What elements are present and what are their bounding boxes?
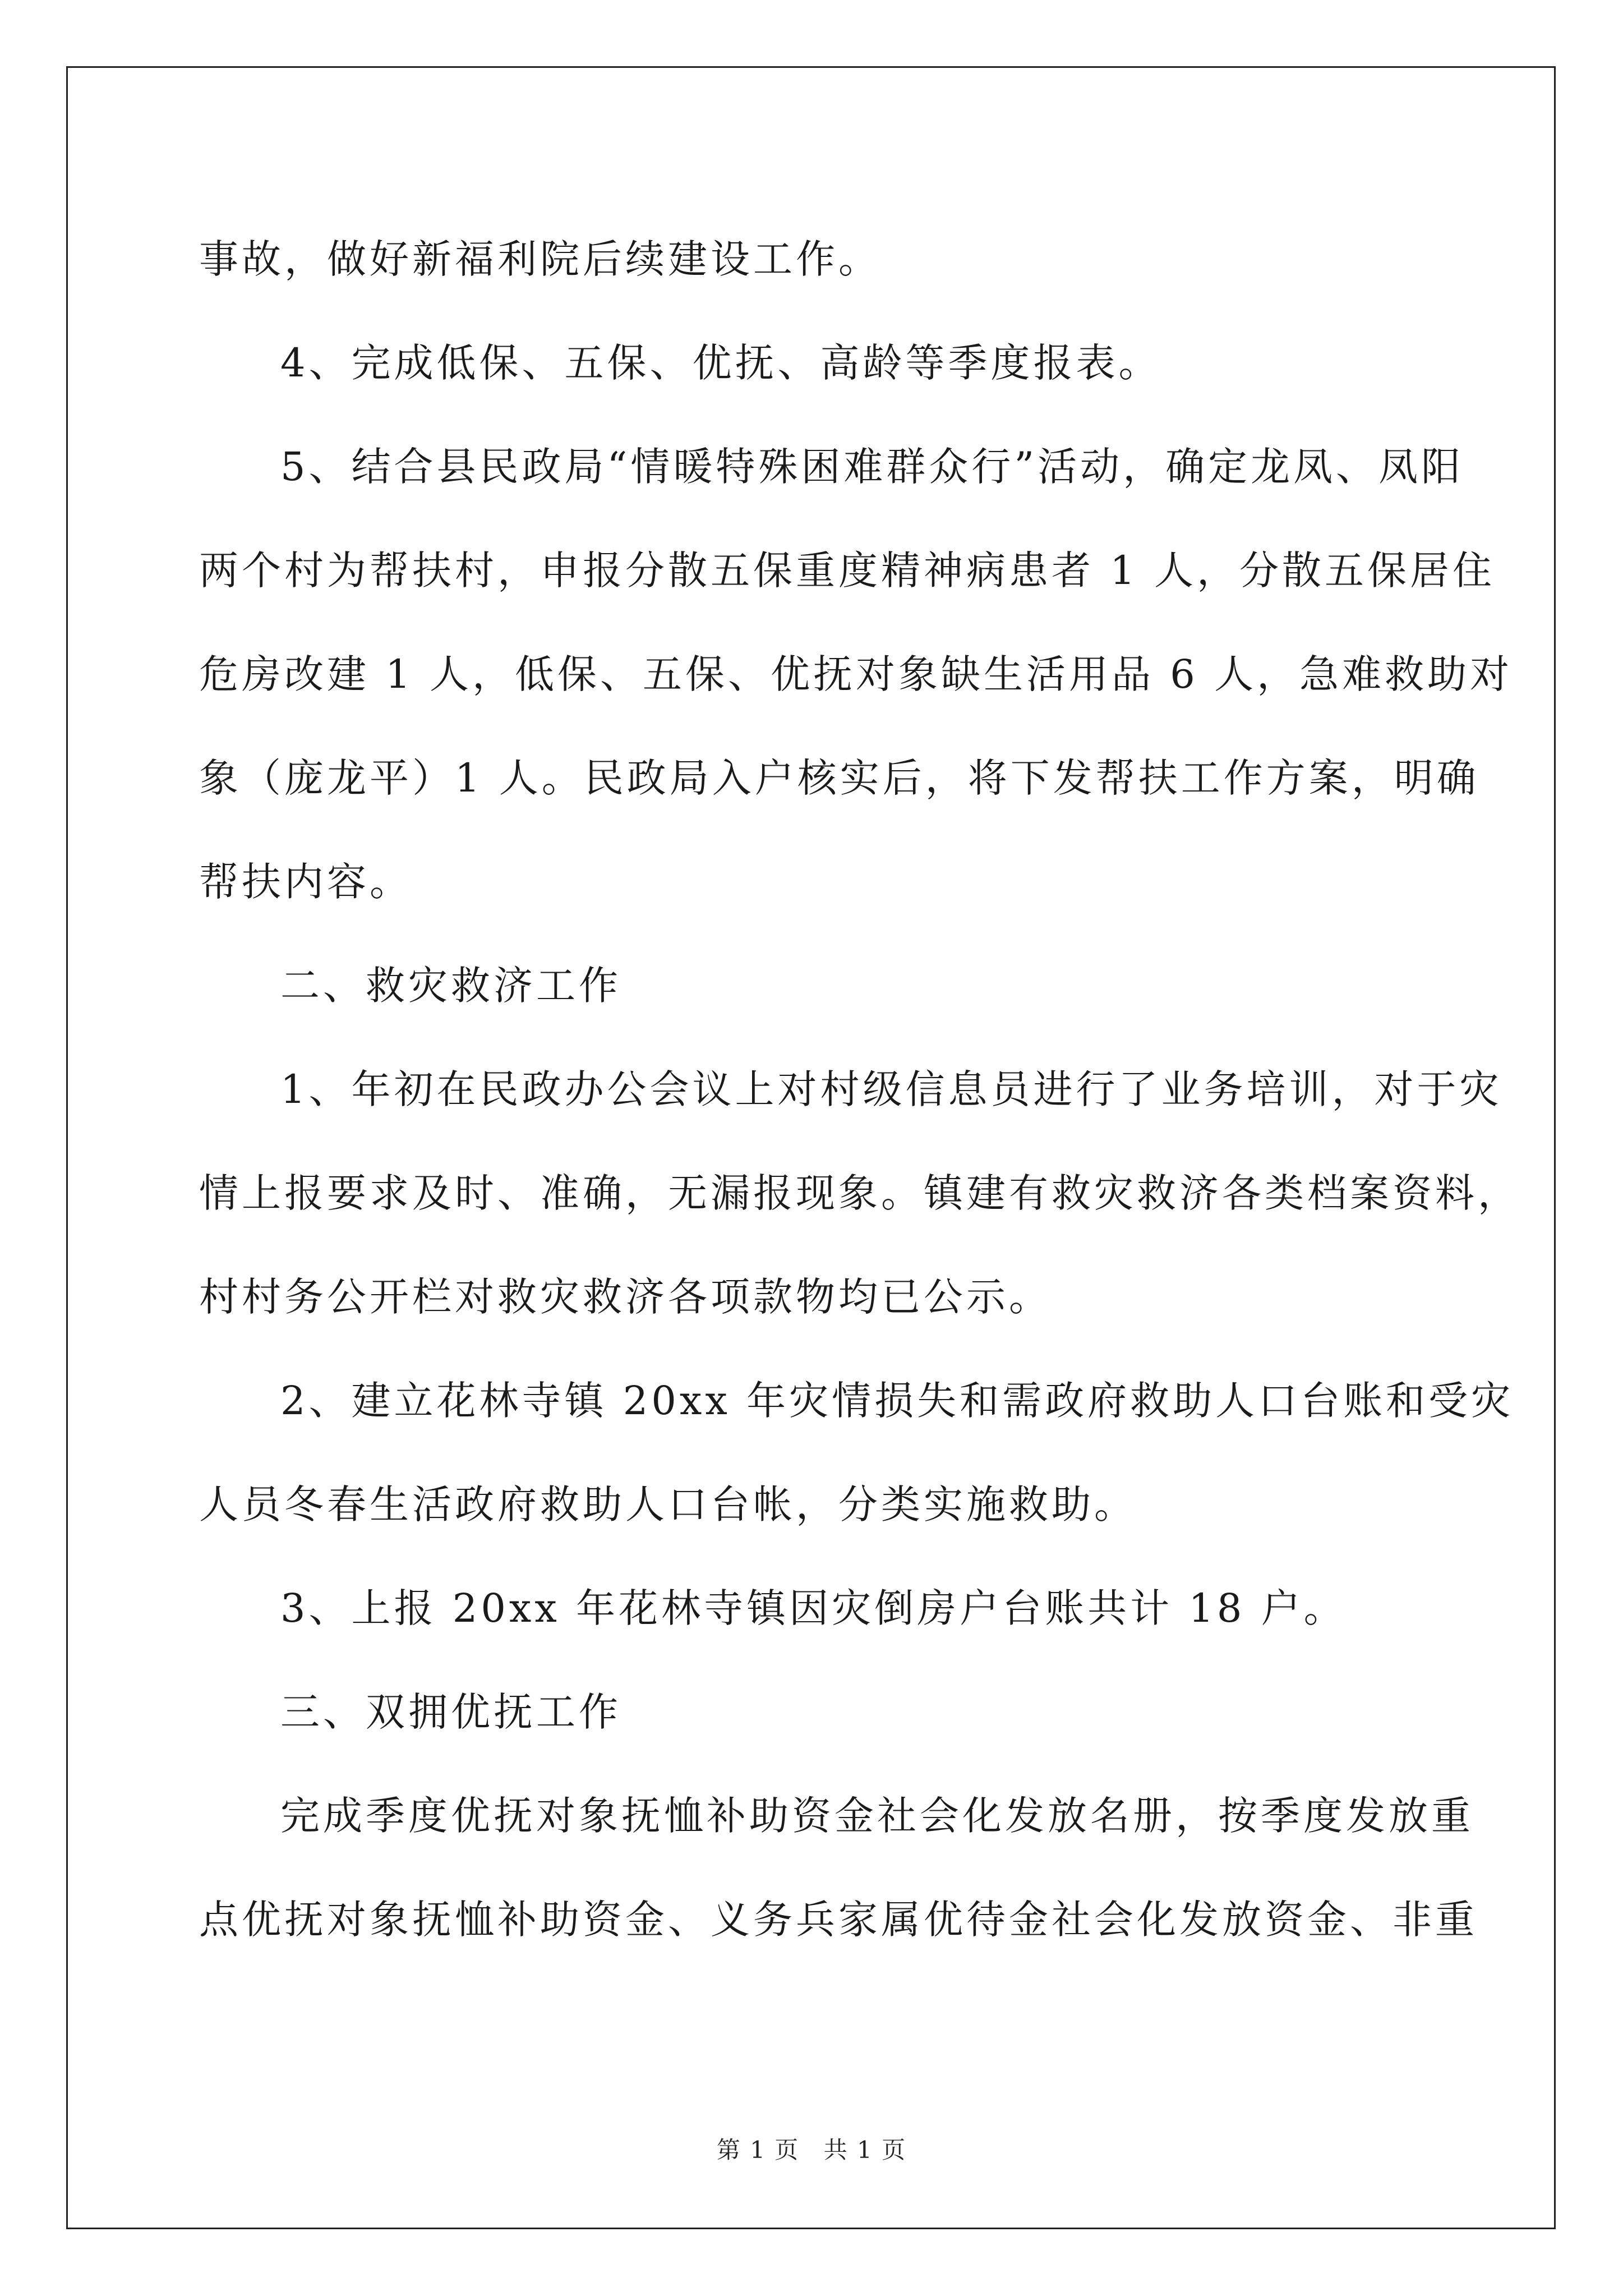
document-text bbox=[199, 208, 1520, 1972]
text-line: 危房改建 1 人，低保、五保、优抚对象缺生活用品 6 人，急难救助对 bbox=[199, 651, 1513, 697]
text-line: 事故，做好新福利院后续建设工作。 bbox=[199, 236, 881, 282]
text-line: 4、完成低保、五保、优抚、高龄等季度报表。 bbox=[280, 340, 1161, 386]
section-heading: 三、双拥优抚工作 bbox=[280, 1689, 621, 1735]
section-heading: 二、救灾救济工作 bbox=[280, 963, 621, 1009]
text-line: 5、结合县民政局“情暖特殊困难群众行”活动，确定龙凤、凤阳 bbox=[280, 444, 1464, 490]
page-total: 共 1 页 bbox=[823, 2136, 907, 2164]
text-line: 3、上报 20xx 年花林寺镇因灾倒房户台账共计 18 户。 bbox=[280, 1585, 1347, 1631]
text-line: 点优抚对象抚恤补助资金、义务兵家属优待金社会化发放资金、非重 bbox=[199, 1897, 1478, 1943]
text-line: 象（庞龙平）1 人。民政局入户核实后，将下发帮扶工作方案，明确 bbox=[199, 755, 1479, 801]
text-line: 帮扶内容。 bbox=[199, 859, 412, 905]
text-line: 村村务公开栏对救灾救济各项款物均已公示。 bbox=[199, 1274, 1052, 1320]
text-line: 两个村为帮扶村，申报分散五保重度精神病患者 1 人，分散五保居住 bbox=[199, 547, 1496, 593]
text-line: 情上报要求及时、准确，无漏报现象。镇建有救灾救济各类档案资料， bbox=[199, 1170, 1520, 1216]
document-body bbox=[199, 208, 1520, 1972]
page-number: 第 1 页 bbox=[716, 2136, 800, 2164]
text-line: 人员冬春生活政府救助人口台帐，分类实施救助。 bbox=[199, 1481, 1137, 1527]
text-line: 1、年初在民政办公会议上对村级信息员进行了业务培训，对于灾 bbox=[280, 1066, 1502, 1112]
text-line: 完成季度优抚对象抚恤补助资金社会化发放名册，按季度发放重 bbox=[280, 1793, 1474, 1839]
page-footer bbox=[0, 2132, 1623, 2165]
text-line: 2、建立花林寺镇 20xx 年灾情损失和需政府救助人口台账和受灾 bbox=[280, 1378, 1514, 1424]
